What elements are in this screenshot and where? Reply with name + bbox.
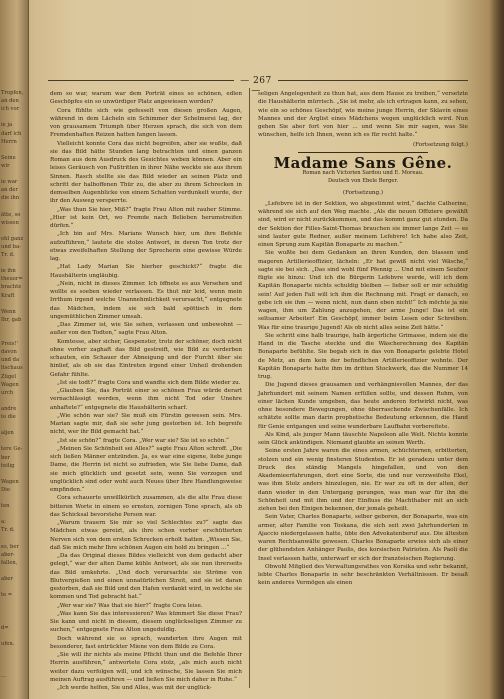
right-column: [258, 90, 468, 588]
paragraph: Vielleicht konnte Cora das nicht begreifen, aber sie wußte, daß sie das Bild hätte Stunden lang betrachten und einen ganzen Roman aus dem Ausdruck des Gesichtes weben können. Aber ein leises Geräusch von Fußtritten in ihrer Nähe weckte sie aus ihrem Sinnen. Rasch stellte sie das Bild wieder an seinen Platz und schritt der halboffenen Thür zu, die aber zu ihrem Schrecken in demselben Augenblicke von einem Schatten verdunkelt wurde, der ihr den Ausweg versperrte.: [50, 140, 242, 205]
paragraph: „Wer war sie? Was that sie hier?“ fragte Cora leise.: [57, 602, 203, 609]
gutter-text-fragment: andre: [1, 405, 17, 412]
gutter-text-fragment: ie ihn: [1, 268, 16, 275]
gutter-text-fragment: ltschaus: [1, 365, 23, 372]
gutter-text-fragment: Wenn: [1, 308, 16, 315]
gutter-text-fragment: teilig: [1, 462, 15, 469]
paragraph: „Glauben Sie, das Porträt einer so schönen Frau würde derart vernachlässigt werden, wenn ihm nicht Tod oder Unehre anhaftete?“ entgegnete die Haushälterin scharf.: [50, 388, 242, 411]
gutter-text-fragment: es, ber: [1, 543, 19, 550]
gutter-text-fragment: te die: [1, 414, 16, 420]
gutter-text-fragment: Ihr, gab: [1, 316, 22, 323]
paragraph: „Wie schön war sie? Sie muß ein Fürstin gewesen sein. Mrs. Marian sagte mir, daß sie sehr jung gestorben ist. Ich begreife nicht, wer ihr Bild gemacht hat.“: [50, 412, 242, 436]
gutter-text-fragment: ten: [1, 503, 10, 510]
gutter-text-fragment: ber: [1, 454, 10, 461]
paragraph: Doch während sie so sprach, wanderten ihre Augen mit besonderer, fast entrückter Miene von dem Bilde zu Cora.: [50, 635, 242, 650]
gutter-text-fragment: Herrn: [1, 138, 17, 145]
gutter-text-fragment: Die: [1, 486, 10, 493]
gutter-text-fragment: ie ja: [1, 122, 13, 129]
story-continuation-label: (Fortsetzung.): [342, 189, 384, 196]
paragraph: Komtesse, aber sicher, Gespenster, trotz der schöner, doch nicht ohne vorher zaghaft das Bild gestreift, wie Bild zu verderben schauten, ein Schauer der Abneigung und der Furcht über sie hinlief, als ob sie das Eintreten irgend einer Unheil drohenden Gefahr fühlte.: [50, 338, 242, 378]
gutter-text-fragment: an den: [1, 98, 19, 105]
gutter-text-fragment: tere Ge-: [1, 446, 23, 453]
paragraph: „Ich werde helfen, Sie und Alles, was mit der unglück-: [57, 685, 212, 691]
gutter-text-fragment: Seine: [1, 154, 16, 161]
gutter-text-fragment: die ihn: [1, 195, 20, 202]
paragraph: Cora fühlte sich wie gefesselt von diesen großen Augen, während in dem Lächeln ein Schimmer der Schelmerei lag, der von grausamem Triumph über Herzen sprach, die sich von dem Fremdenhaften Reizen hatten fangen lassen.: [50, 107, 242, 139]
story-translator: Deutsch von Ebele Berger.: [327, 178, 399, 185]
paragraph: „Da das Original dieses Bildes vielleicht von dem gedacht aber gelegt,“ war der alten Dame kühle Antwort, als sie nun ihrerseits das Bild umkehrte. „Und doch verursachte sie Ströme von Blutvergießen und einen unnatürlichen Streit, und sie ist daran gestorben, daß sie Bild und den Hafen verdankt wird, in welche sie kommen und Tod gebracht hat.“: [50, 553, 242, 601]
gutter-text-fragment: ufen.: [1, 640, 15, 647]
column-divider: [249, 88, 250, 688]
gutter-text-fragment: ...: [1, 673, 6, 680]
paragraph: „Ich bin auf Mrs. Marians Wunsch hier, um ihre Befehle aufzuführen,“ lautete die stolze Antwort, in deren Ton trotz der etwas zweifelhaften Stellung der Sprecherin eine gewisse Würde lag.: [50, 231, 242, 262]
gutter-text-fragment: Wagen: [1, 478, 19, 485]
gutter-text-fragment: wir: [1, 162, 10, 169]
paragraph: Sie schritt eine halb traurige, halb ärgerliche Grimasse, indem sie die Hand in die Tasche steckte und die Wäscherechnung des Kapitän Bonaparte befühlte. Sie begab sich in das von Bonaparte gelebte Hotel de Metz, an dem kein der befindlichen Artillerieoffizier wohnte. Der Kapitän Bonaparte hatte ihm im dritten Stockwerk, das die Nummer 14 trug.: [258, 332, 468, 380]
serial-continuation-text: [258, 90, 468, 140]
paragraph: „Nein, nicht in dieses Zimmer. Ich öffnete es aus Versehen und wollte es soeben wieder verlassen. Es thut mir leid, wenn mein Irrthum irgend welche Unannehmlichkeit verursacht,“ entgegnete das Mädchen, indem sie sich bald spöttisch in dem ungemüthlichen Zimmer umsah.: [50, 280, 242, 320]
gutter-text-fragment: a:: [1, 519, 6, 526]
gutter-text-fragment: Wagen: [1, 381, 19, 388]
gutter-text-fragment: davon: [1, 349, 17, 356]
gutter-text-fragment: darf ich: [1, 130, 22, 137]
paragraph: „Warum trauern Sie mir so viel Schlechtes zu?“ sagte das Mädchen etwas gereizt, als ihre schon vorher erschütterten Nerven sich von dem ersten Schrecken erholt hatten. „Wissen Sie, daß Sie mich mehr Ihre schönen Augen ein hold zu bringen ...“: [50, 520, 242, 551]
gutter-text-fragment: ich vor: [1, 106, 20, 113]
paragraph: seligen Angelegenheit zu thun hat, aus dem Hause zu treiben,“ versetzte die Haushälterin mürrisch. „Sie ist mehr, als ich ertragen kann, zu sehen, wie ein so schönes Geschöpf, wie meine junge Herrin, der Sklavin eines Mannes und der Arglist eines Mädchens wegen unglücklich wird. Nun gehen Sie aber fort von hier ... und wenn Sie mir sagen, was Sie wünschen, helfe ich Ihnen, wenn ich es für recht halte.“: [258, 91, 468, 139]
paragraph: „Was thun Sie hier, Miß?“ fragte Frau Alton mit rauher Stimme. „Hier ist kein Ort, wo Fremde nach Belieben herumstreifen dürfen.“: [50, 206, 242, 229]
paragraph: „Hat Lady Marian Sie hierher geschickt?“ fragte die Haushälterin ungläubig.: [50, 264, 242, 279]
paragraph: „Sie will ihr nichts als meine Pflicht thun und die Befehle Ihrer Herrin ausführen,“ antwortete Cora stolz, „als mich auch nicht weiter dazu verfolgen will, und ich wünsche, Sie lassen Sie mich meinen Auftrag ausführen — und ließen Sie mich daher in Ruhe.“: [50, 652, 242, 683]
previous-page-gutter: [0, 0, 29, 699]
gutter-text-fragment: theuer=: [1, 276, 23, 283]
gutter-text-fragment: aber-: [1, 551, 15, 558]
paragraph: „Meinen Sie Schönheit sei Alles?“ sagte Frau Alton schroff. „Die sich ließen Männer entzünden. Ja, es war eine eigene, liebe junge Dame, die Herrin ist nicht so zufrieden, wie Sie liebe Dame, daß sie mich glücklich und gesetzt sein, wenn Sie vorzogen und unglücklich sind oder wohl auch Neues über Ihre Handlungsweise empfinden.“: [50, 445, 242, 493]
gutter-text-fragment: an der: [1, 187, 18, 194]
gutter-text-fragment: te =: [1, 592, 13, 599]
gutter-text-fragment: wissen: [1, 219, 19, 226]
gutter-text-fragment: und ba-: [1, 243, 21, 250]
page-number: — 267 —: [240, 76, 272, 96]
story-body: [258, 200, 468, 588]
gutter-text-fragment: brachte: [1, 284, 22, 291]
paragraph: Seine ersten Jahre waren die eines armen, schüchternen, erbitterten, stolzen und ein wenig finsteren Studenten. Er ist geradezu unter dem Druck des ständig Mangels hingefallen, und von den Akademieerfahrungen, dort eine Sorte, die und nur verzweifelte Ekel, was ihm Stolz anders hinzulegen, nie. Er war zu oft in der alten, der dann wieder in den Untergang gerungen, was man war für ihn die Schönheit und mit ihm und der Einfluss die Machthaber mit an sich ziehen bei den Einigen bekennen, der jemals geheilt.: [258, 448, 468, 512]
gutter-text-fragment: Tr. d.: [1, 527, 15, 534]
gutter-text-fragment: aljen: [1, 430, 14, 437]
gutter-text-fragment: Kraft: [1, 292, 15, 299]
gutter-text-fragment: ohl ganz: [1, 235, 24, 242]
header-rule-right: [278, 80, 468, 81]
gutter-text-fragment: ie war: [1, 179, 18, 186]
paragraph: „Ist sie schön?“ fragte Cora. „Wer war sie? Sie ist so schön.“: [57, 437, 229, 444]
paragraph: Obwohl Mitglied des Verwaltungsrathes von Korsika und sehr bekannt, lebte Charles Bonaparte in sehr beschränkten Verhältnissen. Er besaß kein anderes Vermögen als einen: [258, 563, 468, 587]
gutter-text-fragment: Tr. d.: [1, 252, 15, 258]
gutter-text-fragment: ätte, so: [1, 211, 21, 218]
paragraph: dem so war, warum war dem Porträt eines so schönen, edlen Geschöpfes ein so unwürdiger Platz angewiesen worden?: [50, 91, 242, 106]
left-column: [50, 90, 242, 692]
gutter-text-fragment: aber: [1, 576, 13, 582]
gutter-text-fragment: urch: [1, 389, 14, 396]
paragraph: Sie wußte bei dem Gedanken an ihren Kunden, den blassen und mageren Artillerieoffizier, lächeln: „Er hat gewiß nicht viel Wäsche,“ sagte sie bei sich. „Das sind wohl fünf Pfennig ... Und mit einem Seufzer fügte sie hinzu: Und ich die Bürgerin Lefebvre werde, will ich dem Kapitän Bonaparte nichts schuldig bleiben — lieber soll er mir schuldig sein! Auf jeden Fall will ich ihm die Rechnung mit. Fragt er danach, so gebe ich sie ihm — wenn nicht, nun dann eben nicht!“ Ich möchte ja nie wagen, ihm um Zahlung anzugehen, der arme Junge! Das ist ein seltsamer Arbeiter! Ein Geschöpf, immer beim Lesen oder Schreiben. Was für eine traurige Jugend! Als ob nicht alles seine Zeit hätte.“: [258, 250, 468, 331]
paragraph: Die Jugend dieses grausamen und verhängnisvollen Mannes, der das Jahrhundert mit seinem Namen erfüllen sollte, und dessen Ruhm, von einer lächen Kunde umgeben, das heute anderen fortwirkt nicht, was ohne besondere Bewegungen, ohne überraschende Zwischenfälle. Ich schätzte sollte man darin prophetische Bedeutung erkennen, die Hand für Genie entgangen und seine wunderbare Laufbahn vorbereitete.: [258, 382, 468, 430]
continuation-note: (Fortsetzung folgt.): [412, 141, 468, 148]
paragraph: „Was kann Sie das interessieren? Was kümmert Sie diese Frau? Sie kann und nicht in diesem, diesem unglückseligen Zimmer zu suchen,“ entgegnete Frau Alton ungeduldig.: [50, 610, 242, 634]
story-title: Madame Sans Gêne.: [273, 153, 453, 172]
paragraph: „Das Zimmer ist, wie Sie sehen, verlassen und unbewohnt — außer von den Todten,“ sagte Frau Alton.: [50, 322, 242, 337]
paragraph: Sein Vater, Charles Bonaparte, selber geboren, der Bonaparte, was ein armer, alter Familie von Toskana, die sich seit zwei Jahrhunderten in Ajaccio niedergelassen hatte, übte den Advokatenberuf aus. Die ältesten waren Rechtsanwälte gewesen. Charles Bonaparte erwies sich als einer der glühendsten Anhänger Paolis, des korsischen Patrioten. Als Paoli die Insel verlassen hatte, unterwarf er sich der französischen Regierung.: [258, 514, 468, 562]
paragraph: „Lefebvre ist in der Sektion, wo abgestimmt wird,“ dachte Catherine, während sie sich auf den Weg machte. „Als die neuen Offiziere gewählt sind, wird er nicht zurückkommen, und das kommt ganz gut stunden. Da der Sektion der Filles-Saint-Thomas brauchen sie immer lange Zeit — es sind lauter gute Redner, außer meinem Lefebvre! Ich habe also Zeit, einen Sprung zum Kapitän Bonaparte zu machen.“: [258, 200, 468, 248]
page-edge-shadow: [490, 0, 504, 699]
gutter-text-fragment: d=: [1, 624, 9, 631]
gutter-text-fragment: fallen,: [1, 559, 18, 566]
paragraph: „Ist sie todt?“ fragte Cora und wandte sich dem Bilde wieder zu.: [57, 379, 241, 386]
gutter-text-fragment: Zügel: [1, 373, 16, 380]
gutter-text-fragment: Tropfen,: [1, 90, 24, 96]
gutter-text-fragment: und da: [1, 357, 20, 364]
section-separator: [298, 152, 428, 153]
paragraph: Cora schauerte unwillkürlich zusammen, als die alte Frau diese bitteren Worte in einem so ernsten, zornigen Tone sprach, als ob das Schicksal bevorstehe Person war.: [50, 495, 242, 518]
gutter-text-fragment: Preis!': [1, 341, 18, 348]
header-rule-left: [48, 80, 234, 81]
story-byline: Roman nach Victorien Sardou und E. Moreau.: [302, 170, 424, 176]
paragraph: Als Kind, als junger Mann täuschte Napoleon alle Welt. Nichts konnte sein Glück ankündigen. Niemand glaubte an seinen Werth.: [258, 431, 468, 446]
